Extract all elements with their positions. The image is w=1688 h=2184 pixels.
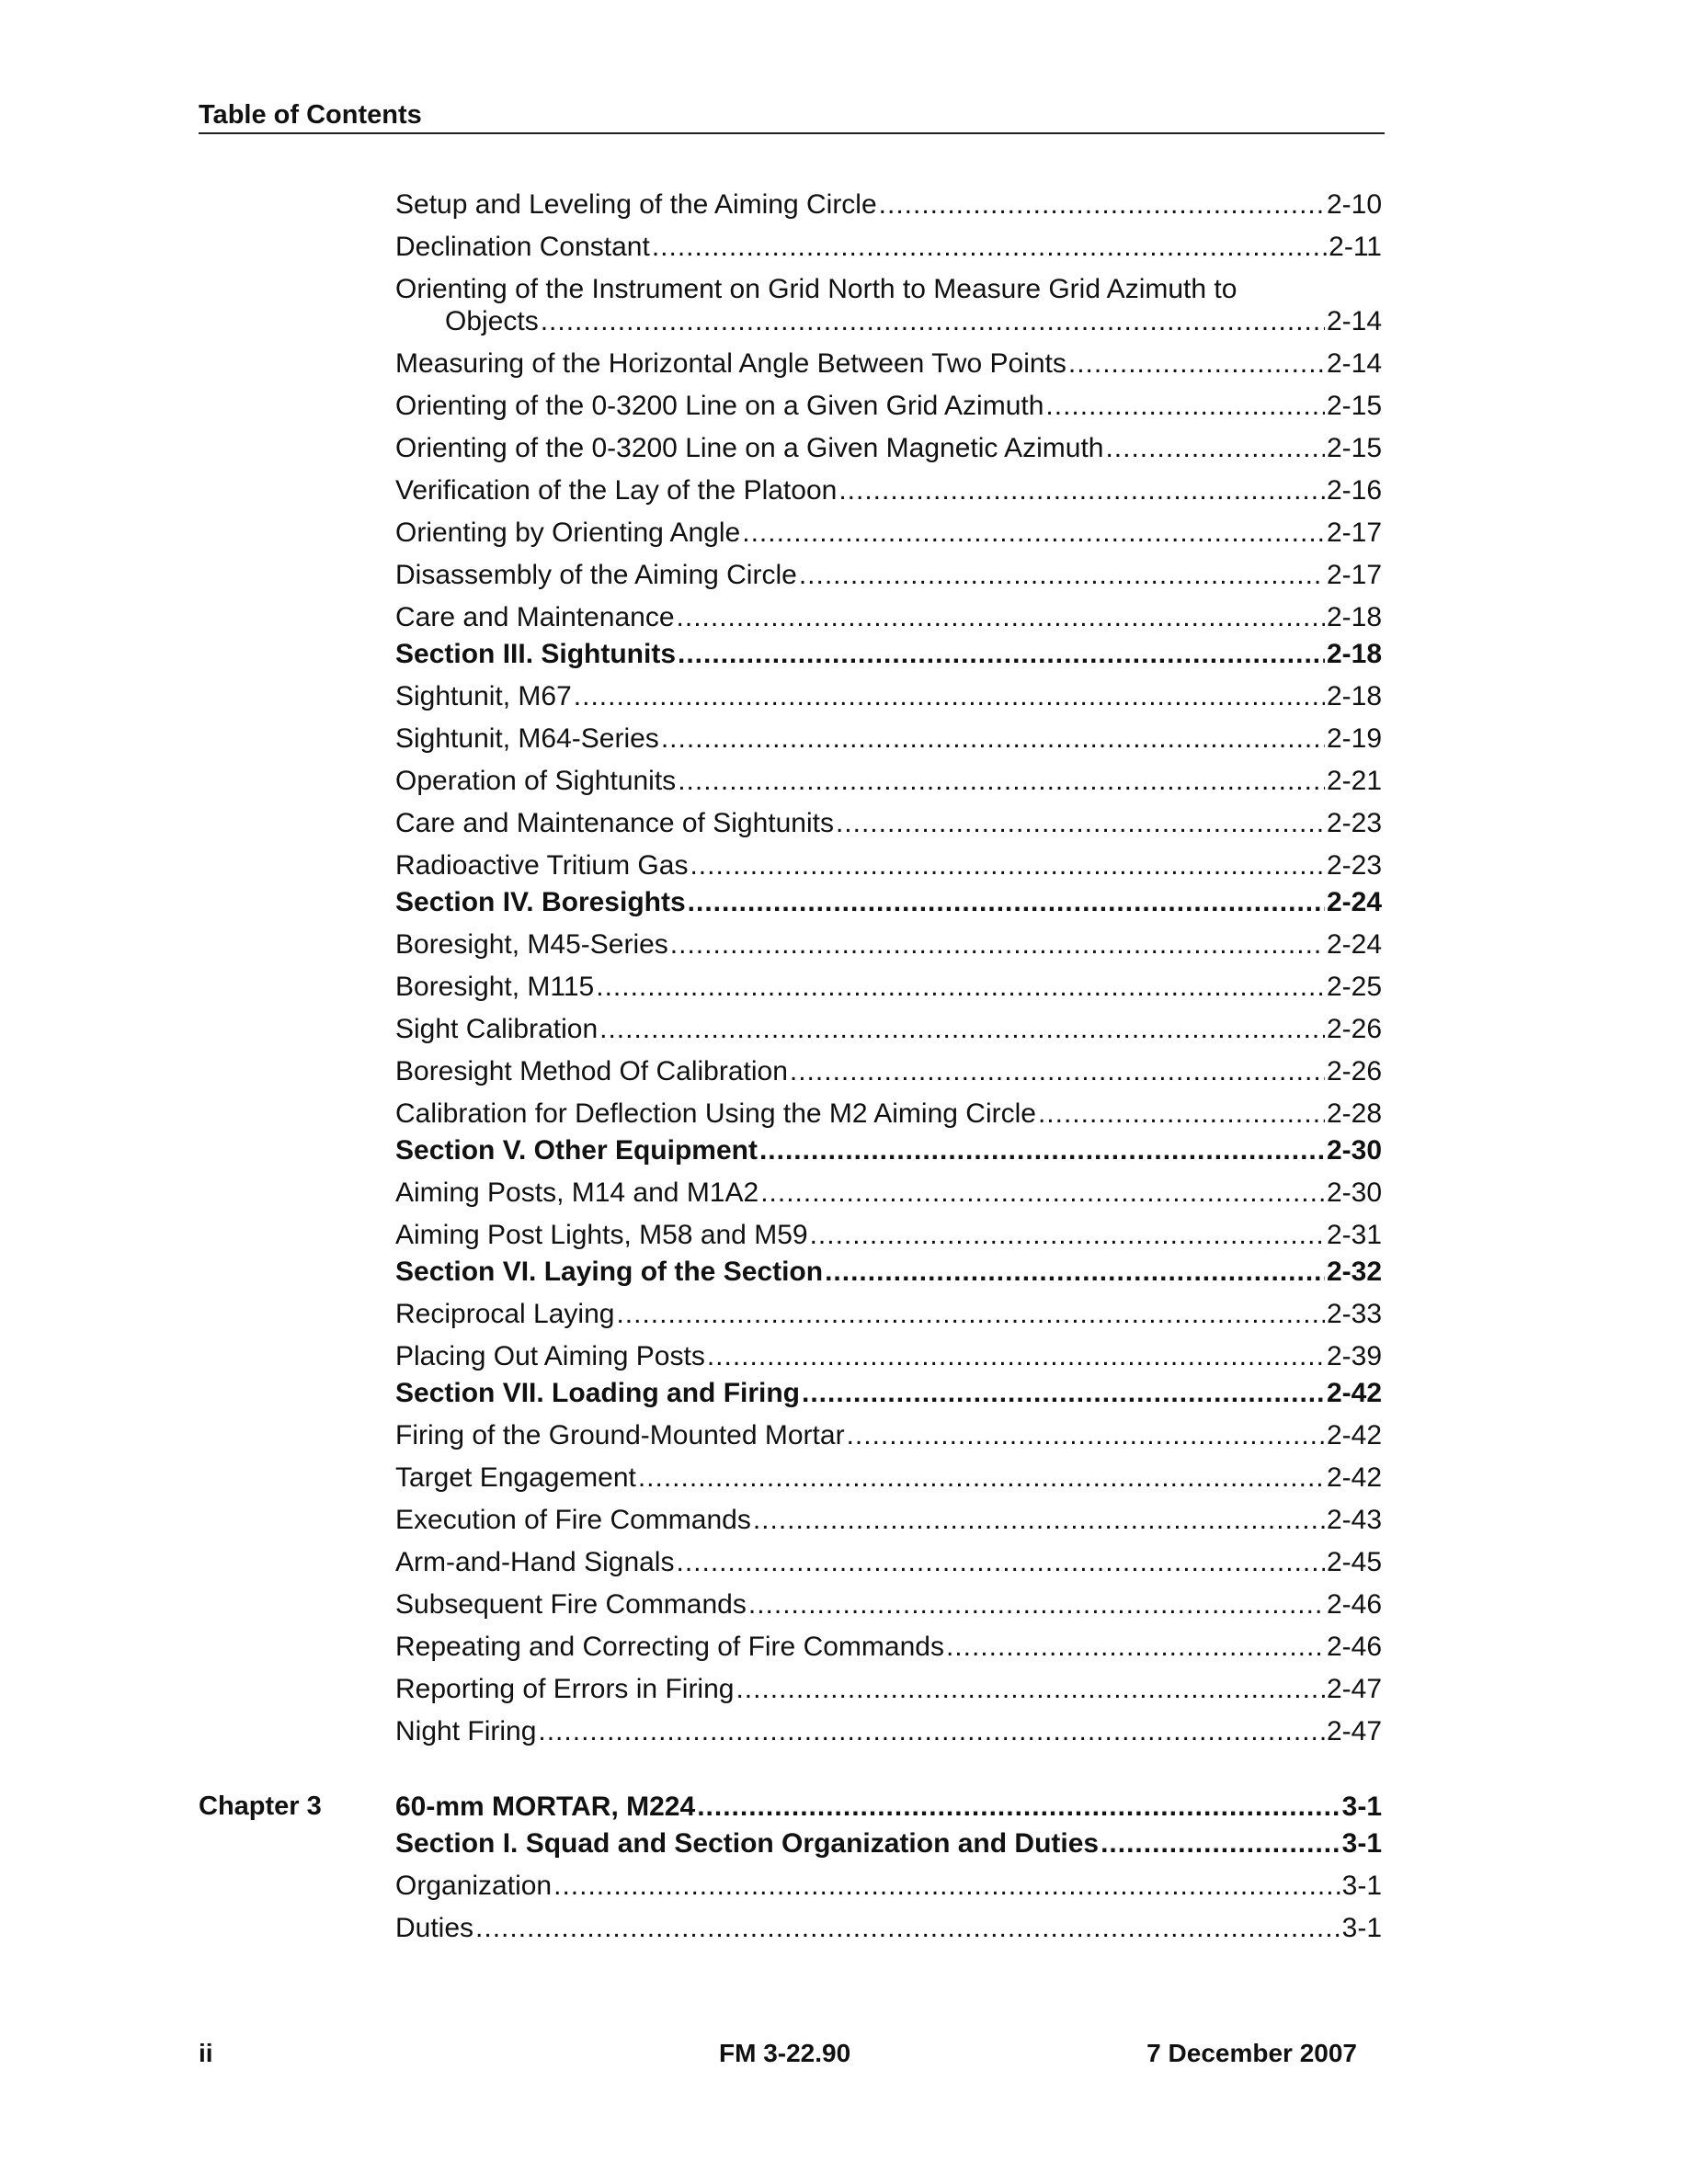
toc-entry-label: Night Firing — [395, 1716, 537, 1746]
toc-entry-label: Care and Maintenance of Sightunits — [395, 808, 834, 838]
dot-leader — [1068, 347, 1325, 380]
toc-entry[interactable] — [395, 390, 1382, 422]
dot-leader — [553, 1870, 1340, 1902]
toc-entry-page: 2-26 — [1326, 1014, 1382, 1044]
toc-entry-label: Execution of Fire Commands — [395, 1505, 751, 1535]
toc-entry-label: Section V. Other Equipment — [395, 1135, 758, 1166]
toc-entry-page: 3-1 — [1341, 1828, 1382, 1859]
toc-entry-page: 2-46 — [1326, 1632, 1382, 1662]
toc-entry-page: 2-30 — [1326, 1135, 1382, 1166]
toc-entry-label: Placing Out Aiming Posts — [395, 1341, 705, 1371]
toc-entry[interactable] — [395, 347, 1382, 380]
toc-entry[interactable] — [395, 971, 1382, 1003]
dot-leader — [760, 1177, 1325, 1209]
toc-entry[interactable] — [395, 1715, 1382, 1747]
toc-entry-page: 2-18 — [1326, 602, 1382, 632]
toc-entry-page: 2-47 — [1326, 1674, 1382, 1704]
dot-leader — [825, 1256, 1325, 1288]
dot-leader — [596, 971, 1325, 1003]
toc-entry-label: 60-mm MORTAR, M224 — [395, 1792, 696, 1822]
dot-leader — [475, 1912, 1340, 1944]
toc-entry-label: Aiming Posts, M14 and M1A2 — [395, 1177, 759, 1208]
toc-entry[interactable] — [395, 601, 1382, 633]
toc-entry-page: 2-15 — [1326, 433, 1382, 463]
dot-leader — [1038, 1098, 1325, 1130]
toc-entry[interactable] — [395, 1419, 1382, 1451]
toc-entry-page: 2-31 — [1326, 1220, 1382, 1250]
toc-entry-page: 2-14 — [1326, 348, 1382, 379]
toc-entry-label: Orienting by Orienting Angle — [395, 518, 741, 548]
dot-leader — [670, 928, 1325, 961]
toc-entry[interactable] — [395, 1588, 1382, 1621]
dot-leader — [678, 638, 1325, 670]
dot-leader — [707, 1340, 1325, 1372]
toc-entry-page: 2-42 — [1326, 1378, 1382, 1408]
toc-entry-page: 3-1 — [1341, 1792, 1382, 1822]
toc-entry-label: Target Engagement — [395, 1462, 636, 1493]
toc-entry-page: 2-17 — [1326, 518, 1382, 548]
toc-section-heading[interactable] — [395, 1377, 1382, 1409]
dot-leader — [677, 601, 1325, 633]
chapter-label: Chapter 3 — [199, 1792, 322, 1821]
toc-entry[interactable] — [395, 1055, 1382, 1087]
dot-leader — [753, 1504, 1325, 1536]
toc-entry-page: 3-1 — [1341, 1913, 1382, 1943]
dot-leader — [661, 722, 1325, 755]
toc-entry-page: 2-45 — [1326, 1547, 1382, 1577]
toc-entry-page: 2-11 — [1329, 232, 1382, 262]
toc-section-heading[interactable] — [395, 1791, 1382, 1823]
toc-entry-page: 2-15 — [1326, 391, 1382, 421]
toc-entry[interactable] — [395, 432, 1382, 464]
dot-leader — [616, 1298, 1324, 1330]
toc-entry-page: 2-14 — [1326, 306, 1382, 336]
toc-entry-label: Verification of the Lay of the Platoon — [395, 475, 838, 506]
toc-section-heading[interactable] — [395, 886, 1382, 918]
toc-entry-page: 2-28 — [1326, 1098, 1382, 1129]
page-header — [199, 96, 1385, 134]
toc-entry-label: Orienting of the 0-3200 Line on a Given Grid Azimuth — [395, 391, 1044, 421]
toc-entry-label: Duties — [395, 1913, 474, 1943]
toc-entry-page: 2-42 — [1326, 1462, 1382, 1493]
toc-entry-page: 2-23 — [1326, 850, 1382, 881]
toc-entry-label: Sightunit, M64-Series — [395, 723, 659, 754]
dot-leader — [742, 517, 1325, 549]
toc-section-heading[interactable] — [395, 1827, 1382, 1860]
toc-entry[interactable] — [395, 849, 1382, 882]
toc-entry-label: Section I. Squad and Section Organization and Duties — [395, 1828, 1100, 1859]
toc-entry[interactable] — [395, 765, 1382, 797]
toc-entry[interactable] — [395, 722, 1382, 755]
toc-entry-label: Disassembly of the Aiming Circle — [395, 560, 797, 590]
toc-entry[interactable] — [395, 928, 1382, 961]
dot-leader — [879, 188, 1325, 221]
toc-entry-page: 2-33 — [1326, 1299, 1382, 1329]
toc-entry-label: Orienting of the Instrument on Grid North to Measure Grid Azimuth to — [395, 274, 1237, 304]
toc-entry-label: Care and Maintenance — [395, 602, 675, 632]
toc-entry-page: 2-39 — [1326, 1341, 1382, 1371]
toc-entry-page: 3-1 — [1341, 1871, 1382, 1901]
toc-entry-label: Subsequent Fire Commands — [395, 1589, 747, 1620]
dot-leader — [574, 680, 1325, 712]
toc-entry[interactable] — [395, 1504, 1382, 1536]
toc-entry[interactable] — [395, 1673, 1382, 1705]
toc-entry-label: Arm-and-Hand Signals — [395, 1547, 675, 1577]
toc-entry[interactable] — [395, 1013, 1382, 1045]
toc-entry-label: Section VII. Loading and Firing — [395, 1378, 801, 1408]
toc-entry[interactable] — [395, 680, 1382, 712]
toc-entry-label: Section VI. Laying of the Section — [395, 1257, 824, 1287]
dot-leader — [1045, 390, 1325, 422]
footer-manual-id: FM 3-22.90 — [719, 2039, 851, 2067]
toc-entry-page: 2-10 — [1326, 189, 1382, 220]
dot-leader — [799, 559, 1325, 591]
toc-entry-page: 2-24 — [1326, 887, 1382, 917]
toc-entry[interactable] — [395, 273, 1382, 337]
toc-list — [395, 188, 1382, 1757]
toc-entry-label-continued: Objects — [445, 306, 539, 336]
footer-page-number: ii — [199, 2039, 213, 2067]
toc-entry[interactable] — [395, 807, 1382, 839]
toc-entry-label: Reciprocal Laying — [395, 1299, 615, 1329]
toc-entry[interactable] — [395, 1098, 1382, 1130]
toc-entry-page: 2-18 — [1326, 639, 1382, 669]
dot-leader — [790, 1055, 1325, 1087]
toc-entry[interactable] — [395, 1177, 1382, 1209]
toc-entry-page: 2-46 — [1326, 1589, 1382, 1620]
toc-entry-page: 2-19 — [1326, 723, 1382, 754]
dot-leader — [541, 305, 1325, 337]
toc-entry-page: 2-21 — [1326, 766, 1382, 796]
toc-entry-page: 2-25 — [1326, 972, 1382, 1002]
toc-entry-label: Section IV. Boresights — [395, 887, 686, 917]
toc-entry[interactable] — [395, 1631, 1382, 1663]
dot-leader — [748, 1588, 1325, 1621]
toc-entry-label: Reporting of Errors in Firing — [395, 1674, 735, 1704]
page-footer — [199, 2037, 1357, 2070]
toc-entry[interactable] — [395, 1298, 1382, 1330]
toc-entry-label: Organization — [395, 1871, 553, 1901]
dot-leader — [652, 231, 1327, 263]
dot-leader — [1105, 432, 1324, 464]
toc-entry[interactable] — [395, 474, 1382, 506]
dot-leader — [688, 886, 1325, 918]
toc-entry-label: Orienting of the 0-3200 Line on a Given Magnetic Azimuth — [395, 433, 1104, 463]
toc-entry-page: 2-43 — [1326, 1505, 1382, 1535]
toc-entry[interactable] — [395, 1546, 1382, 1578]
toc-entry[interactable] — [395, 1462, 1382, 1494]
toc-entry-label: Sightunit, M67 — [395, 681, 572, 711]
toc-entry-label: Sight Calibration — [395, 1014, 599, 1044]
toc-entry-page: 2-26 — [1326, 1056, 1382, 1086]
toc-entry-label: Boresight Method Of Calibration — [395, 1056, 788, 1086]
dot-leader — [946, 1631, 1325, 1663]
toc-entry-page: 2-23 — [1326, 808, 1382, 838]
chapter-entries — [395, 1791, 1382, 1954]
toc-entry-label: Declination Constant — [395, 232, 650, 262]
toc-entry-page: 2-17 — [1326, 560, 1382, 590]
toc-entry-label: Calibration for Deflection Using the M2 Aiming Circle — [395, 1098, 1036, 1129]
toc-entry-page: 2-42 — [1326, 1420, 1382, 1450]
toc-entry[interactable] — [395, 231, 1382, 263]
toc-section-heading[interactable] — [395, 638, 1382, 670]
footer-date: 7 December 2007 — [1146, 2039, 1357, 2067]
toc-entry-label: Radioactive Tritium Gas — [395, 850, 689, 881]
toc-entry-label: Setup and Leveling of the Aiming Circle — [395, 189, 877, 220]
toc-entry[interactable] — [395, 559, 1382, 591]
toc-entry-page: 2-18 — [1326, 681, 1382, 711]
toc-entry-label: Operation of Sightunits — [395, 766, 677, 796]
toc-entry[interactable] — [395, 1870, 1382, 1902]
toc-entry-label: Firing of the Ground-Mounted Mortar — [395, 1420, 845, 1450]
dot-leader — [836, 807, 1325, 839]
toc-entry-label: Repeating and Correcting of Fire Commands — [395, 1632, 944, 1662]
dot-leader — [678, 765, 1325, 797]
toc-entry-label: Aiming Post Lights, M58 and M59 — [395, 1220, 808, 1250]
dot-leader — [838, 474, 1325, 506]
toc-entry[interactable] — [395, 517, 1382, 549]
toc-entry-page: 2-30 — [1326, 1177, 1382, 1208]
toc-entry[interactable] — [395, 1912, 1382, 1944]
dot-leader — [599, 1013, 1325, 1045]
dot-leader — [697, 1791, 1340, 1823]
toc-entry-page: 2-47 — [1326, 1716, 1382, 1746]
dot-leader — [676, 1546, 1324, 1578]
toc-entry[interactable] — [395, 188, 1382, 221]
dot-leader — [810, 1219, 1325, 1251]
dot-leader — [759, 1134, 1325, 1166]
toc-entry[interactable] — [395, 1219, 1382, 1251]
dot-leader — [847, 1419, 1325, 1451]
toc-section-heading[interactable] — [395, 1134, 1382, 1166]
toc-entry-page: 2-24 — [1326, 929, 1382, 960]
dot-leader — [638, 1462, 1325, 1494]
toc-section-heading[interactable] — [395, 1256, 1382, 1288]
toc-entry-label: Section III. Sightunits — [395, 639, 677, 669]
toc-entry-label: Measuring of the Horizontal Angle Between Two Points — [395, 348, 1066, 379]
toc-entry-page: 2-32 — [1326, 1257, 1382, 1287]
page-title: Table of Contents — [199, 100, 422, 130]
toc-entry-label: Boresight, M45-Series — [395, 929, 668, 960]
dot-leader — [802, 1377, 1325, 1409]
toc-entry-label: Boresight, M115 — [395, 972, 595, 1002]
dot-leader — [1101, 1827, 1340, 1860]
toc-entry-page: 2-16 — [1326, 475, 1382, 506]
dot-leader — [690, 849, 1325, 882]
dot-leader — [538, 1715, 1325, 1747]
dot-leader — [736, 1673, 1324, 1705]
toc-entry[interactable] — [395, 1340, 1382, 1372]
